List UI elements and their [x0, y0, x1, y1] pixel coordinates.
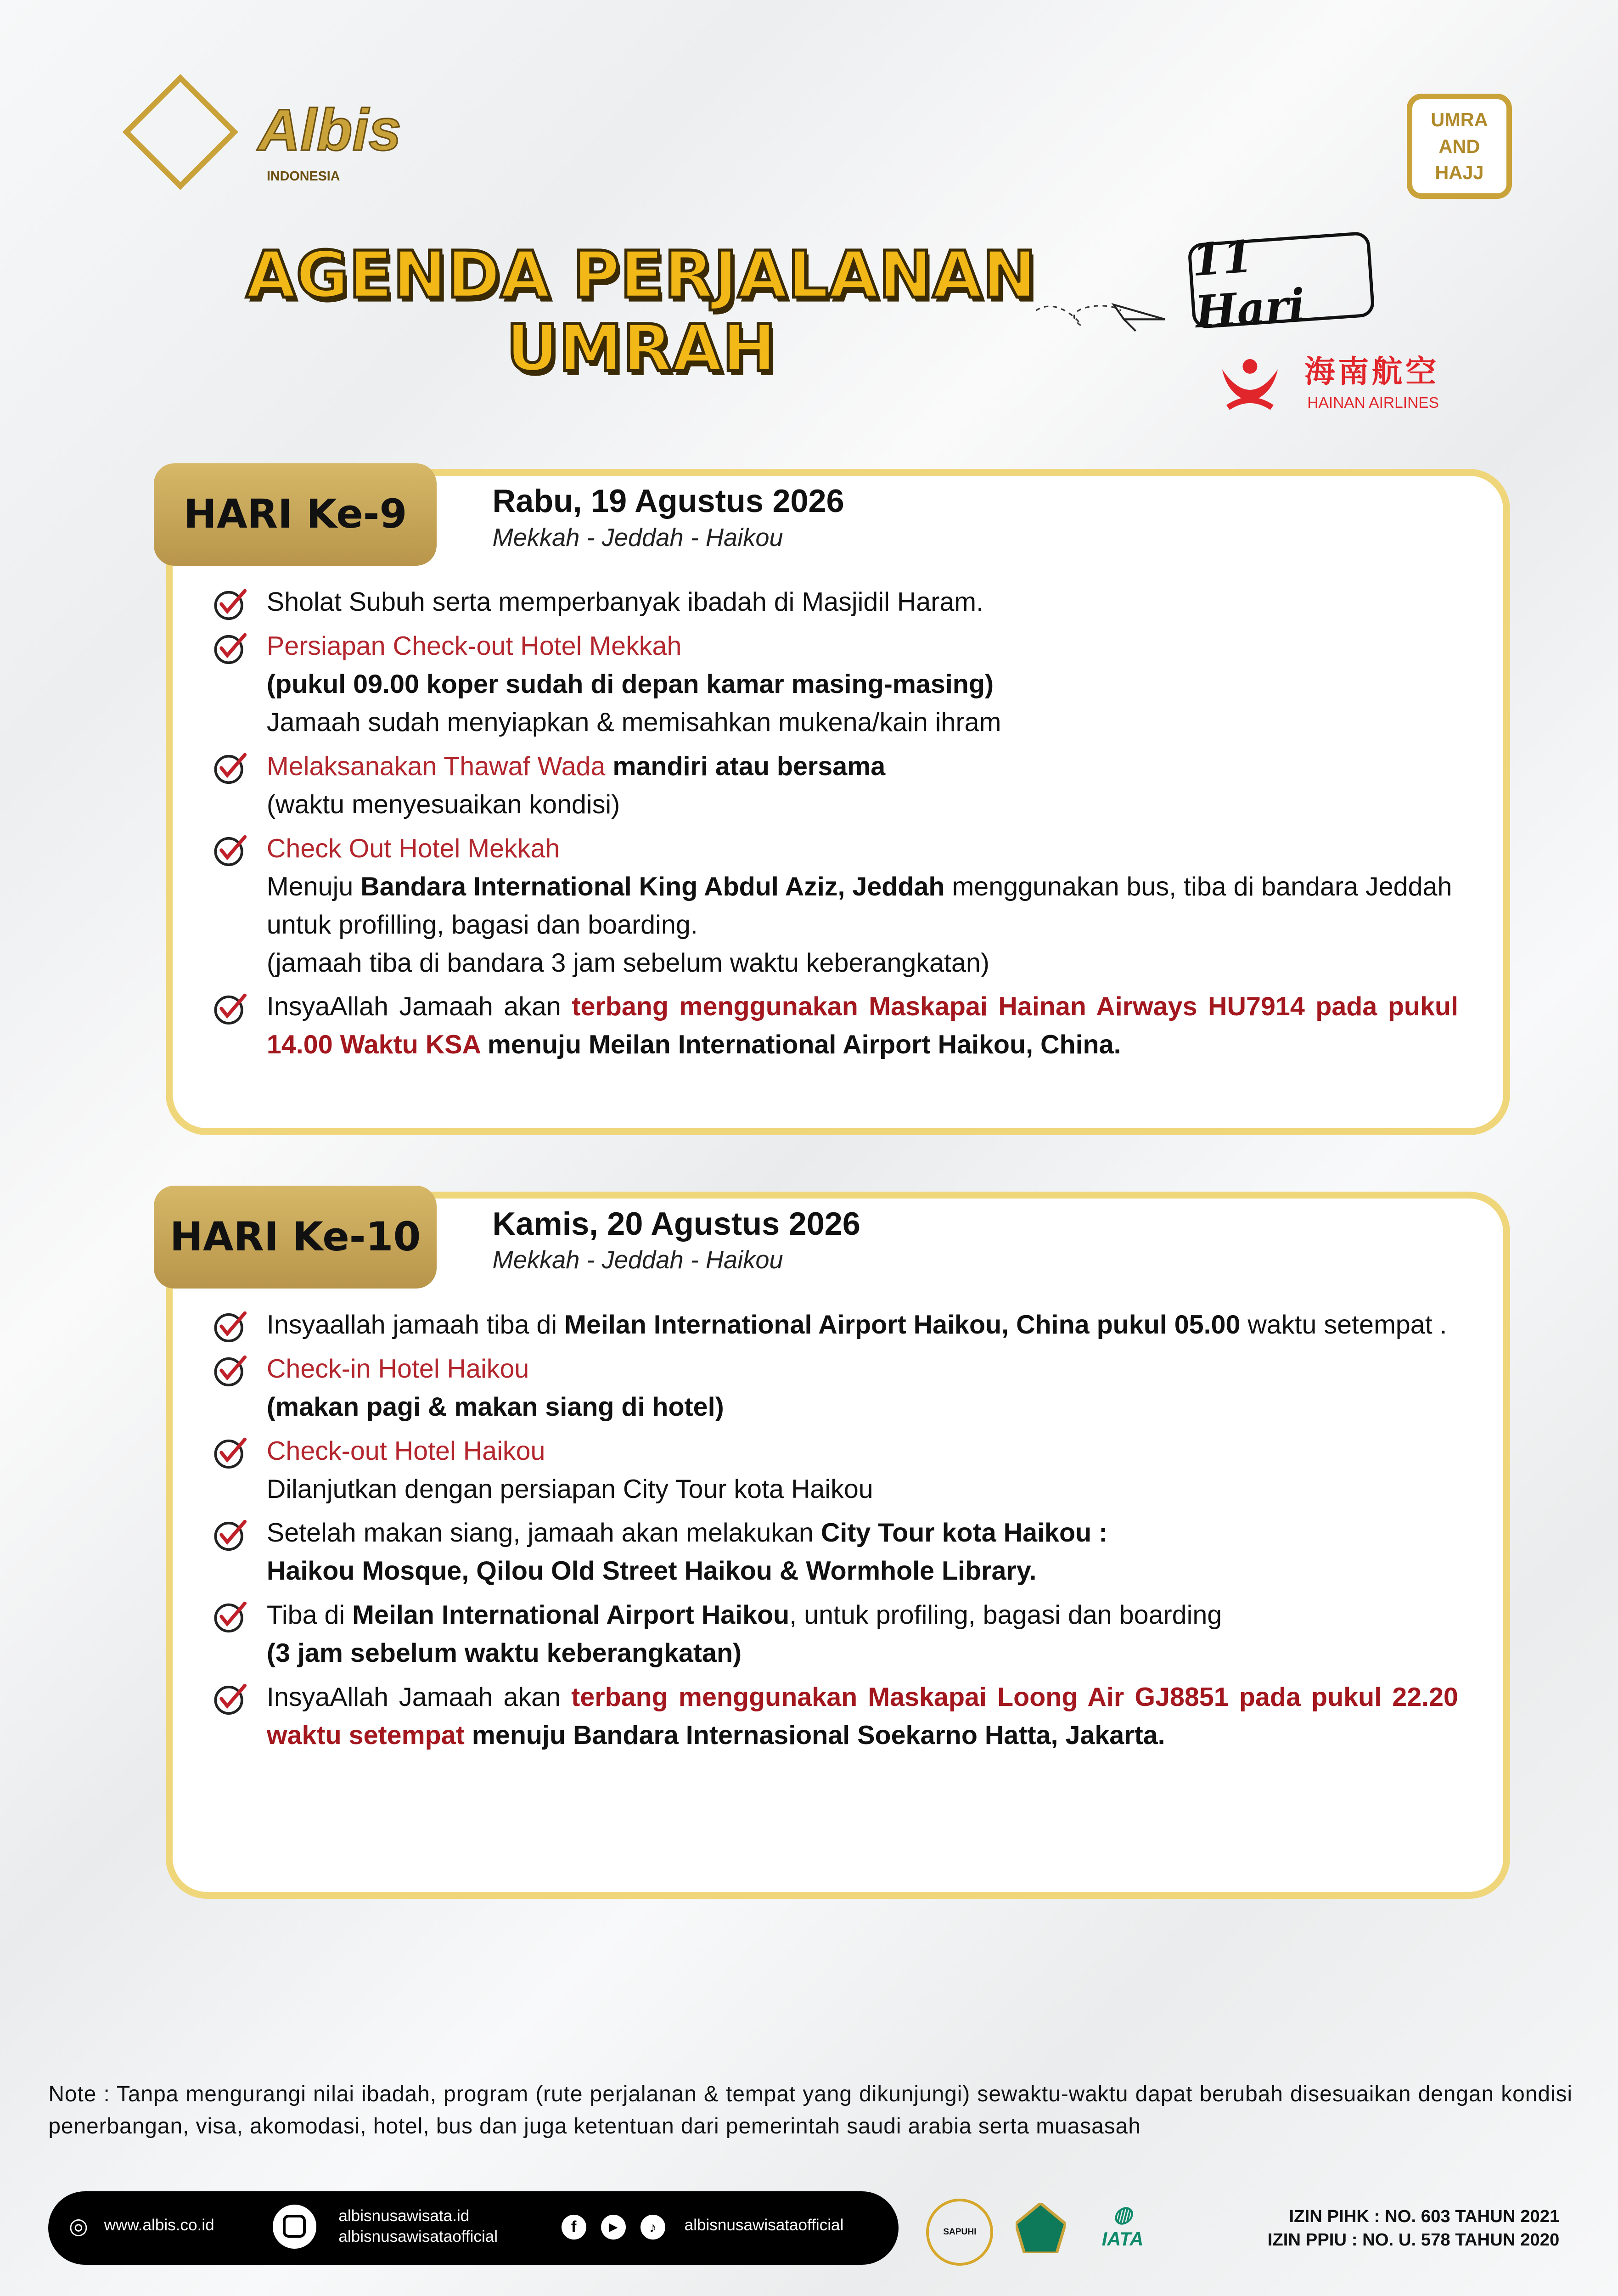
hainan-logo-en: HAINAN AIRLINES: [1307, 394, 1439, 411]
activity-text: InsyaAllah Jamaah akan: [266, 1682, 572, 1712]
activity-line: [267, 1634, 1458, 1672]
day-10-activities: [213, 1306, 1458, 1760]
activity-line: [267, 1350, 1458, 1388]
activity-item: [213, 1596, 1458, 1672]
iata-logo-text: IATA: [1101, 2228, 1144, 2250]
activity-line: [267, 830, 1458, 868]
globe-icon: ◎: [69, 2214, 88, 2239]
activity-text: (3 jam sebelum waktu keberangkatan): [266, 1638, 742, 1668]
activity-item: [213, 1350, 1458, 1426]
activity-text: menuju Meilan International Airport Haikou, China.: [480, 1030, 1121, 1060]
social-account[interactable]: albisnusawisataofficial: [684, 2216, 844, 2234]
hainan-airlines-logo-icon: [1216, 352, 1284, 413]
activity-text: (pukul 09.00 koper sudah di depan kamar masing-masing): [266, 670, 994, 699]
checkmark-icon: [213, 1599, 248, 1634]
activity-text: Melaksanakan Thawaf Wada: [266, 751, 606, 781]
albis-emblem-icon: [122, 74, 238, 190]
activity-line: [267, 988, 1458, 1064]
activity-line: [267, 1388, 1458, 1426]
activity-text: City Tour kota Haikou :: [820, 1518, 1108, 1548]
disclaimer-note: Note : Tanpa mengurangi nilai ibadah, program (rute perjalanan & tempat yang dikunjungi) sewaktu-waktu dapat berubah disesuaikan dengan kondisi penerbangan, visa, akomodasi, hotel, bus dan juga ketentuan dari pemerintah saudi arabia serta muasasah: [48, 2082, 1573, 2139]
activity-line: [267, 583, 1458, 621]
activity-line: [267, 1306, 1458, 1344]
activity-text: Check-in Hotel Haikou: [266, 1354, 529, 1384]
activity-text: menggunakan bus, tiba di bandara Jeddah untuk profilling, bagasi dan boarding.: [266, 872, 1452, 940]
activity-text: waktu setempat .: [1240, 1310, 1447, 1340]
umrah-haji-logo: UMRA AND HAJJ: [1407, 94, 1511, 198]
instagram-account-2[interactable]: albisnusawisataofficial: [338, 2227, 498, 2245]
activity-text: Sholat Subuh serta memperbanyak ibadah di Masjidil Haram.: [266, 587, 984, 617]
permit-pihk: IZIN PIHK : NO. 603 TAHUN 2021: [1289, 2206, 1560, 2226]
activity-text: InsyaAllah Jamaah akan: [266, 992, 572, 1022]
checkmark-icon: [213, 586, 248, 622]
albis-logo: Albis: [258, 97, 401, 163]
youtube-icon: ▶: [601, 2215, 626, 2240]
day-9-route: Mekkah - Jeddah - Haikou: [492, 523, 783, 551]
permit-ppiu: IZIN PPIU : NO. U. 578 TAHUN 2020: [1267, 2229, 1560, 2250]
activity-line: [267, 1596, 1458, 1634]
permits: [1268, 2205, 1560, 2251]
iata-globe-icon: ◍: [1113, 2202, 1132, 2227]
activity-text: (jamaah tiba di bandara 3 jam sebelum waktu keberangkatan): [266, 948, 989, 978]
hainan-logo-cn: 海南航空: [1304, 355, 1439, 389]
contact-bar: [48, 2191, 898, 2265]
kemenag-logo-icon: [1016, 2203, 1066, 2253]
activity-item: [213, 1306, 1458, 1344]
activity-line: [267, 703, 1458, 742]
albis-logo-sub: INDONESIA: [266, 169, 340, 184]
activity-line: [267, 1514, 1458, 1552]
checkmark-icon: [213, 1435, 248, 1470]
activity-text: Jamaah sudah menyiapkan & memisahkan mukena/kain ihram: [266, 708, 1001, 737]
activity-text: Meilan International Airport Haikou, China pukul 05.00: [564, 1310, 1241, 1340]
activity-text: Tiba di: [266, 1600, 353, 1630]
checkmark-icon: [213, 1353, 248, 1388]
activity-item: [213, 1514, 1458, 1590]
activity-text: Dilanjutkan dengan persiapan City Tour kota Haikou: [266, 1474, 873, 1504]
activity-line: [267, 1470, 1458, 1508]
sapuhi-logo: SAPUHI: [926, 2199, 993, 2266]
activity-line: [267, 868, 1458, 944]
day-10-route: Mekkah - Jeddah - Haikou: [492, 1246, 783, 1274]
activity-text: (makan pagi & makan siang di hotel): [266, 1392, 724, 1422]
activity-item: [213, 583, 1458, 621]
day-10-date: Kamis, 20 Agustus 2026: [492, 1205, 860, 1242]
activity-line: [267, 786, 1458, 824]
activity-item: [213, 1678, 1458, 1755]
activity-text: Setelah makan siang, jamaah akan melakukan: [266, 1518, 821, 1548]
checkmark-icon: [213, 833, 248, 868]
activity-line: [267, 1432, 1458, 1470]
website-link[interactable]: www.albis.co.id: [104, 2216, 214, 2234]
checkmark-icon: [213, 630, 248, 666]
activity-line: [267, 665, 1458, 703]
activity-item: [213, 830, 1458, 982]
activity-text: Persiapan Check-out Hotel Mekkah: [266, 631, 682, 661]
tiktok-icon: ♪: [640, 2215, 665, 2240]
activity-text: Check-out Hotel Haikou: [266, 1436, 545, 1466]
activity-text: , untuk profiling, bagasi dan boarding: [789, 1600, 1222, 1630]
activity-item: [213, 1432, 1458, 1508]
day-9-activities: [213, 583, 1458, 1070]
activity-line: [267, 627, 1458, 665]
day-9-date: Rabu, 19 Agustus 2026: [492, 483, 844, 519]
activity-text: Check Out Hotel Mekkah: [266, 833, 560, 863]
instagram-icon: [273, 2205, 317, 2249]
activity-item: [213, 627, 1458, 742]
activity-text: Menuju: [266, 872, 361, 901]
activity-text: menuju Bandara Internasional Soekarno Hatta, Jakarta.: [464, 1720, 1165, 1750]
page-title-line2: UMRAH: [506, 311, 776, 386]
iata-logo: [1090, 2201, 1155, 2250]
activity-line: [267, 1552, 1458, 1590]
checkmark-icon: [213, 750, 248, 786]
activity-text: Meilan International Airport Haikou: [352, 1600, 790, 1630]
day-10-badge: HARI Ke-10: [154, 1186, 437, 1288]
facebook-icon: f: [562, 2215, 586, 2240]
day-9-badge: HARI Ke-9: [154, 463, 437, 566]
page-title-line1: AGENDA PERJALANAN: [246, 238, 1037, 313]
activity-text: terbang menggunakan Maskapai Loong Air GJ8851 pada pukul 22.20 waktu setempat: [266, 1682, 1459, 1750]
duration-stamp: 11 Hari: [1187, 231, 1375, 329]
activity-line: [267, 748, 1458, 786]
activity-item: [213, 988, 1458, 1064]
checkmark-icon: [213, 991, 248, 1026]
activity-line: [267, 944, 1458, 982]
activity-line: [267, 1678, 1458, 1755]
instagram-account-1[interactable]: albisnusawisata.id: [338, 2206, 470, 2225]
checkmark-icon: [213, 1517, 248, 1553]
activity-text: Insyaallah jamaah tiba di: [266, 1310, 565, 1340]
paper-plane-icon: [1033, 278, 1172, 344]
activity-item: [213, 748, 1458, 824]
checkmark-icon: [213, 1309, 248, 1344]
activity-text: mandiri atau bersama: [605, 751, 886, 781]
activity-text: (waktu menyesuaikan kondisi): [266, 789, 620, 819]
activity-text: Bandara International King Abdul Aziz, Jeddah: [360, 872, 945, 901]
activity-text: Haikou Mosque, Qilou Old Street Haikou & Wormhole Library.: [266, 1556, 1037, 1586]
checkmark-icon: [213, 1681, 248, 1716]
activity-text: terbang menggunakan Maskapai Hainan Airways HU7914 pada pukul 14.00 Waktu KSA: [266, 992, 1458, 1060]
